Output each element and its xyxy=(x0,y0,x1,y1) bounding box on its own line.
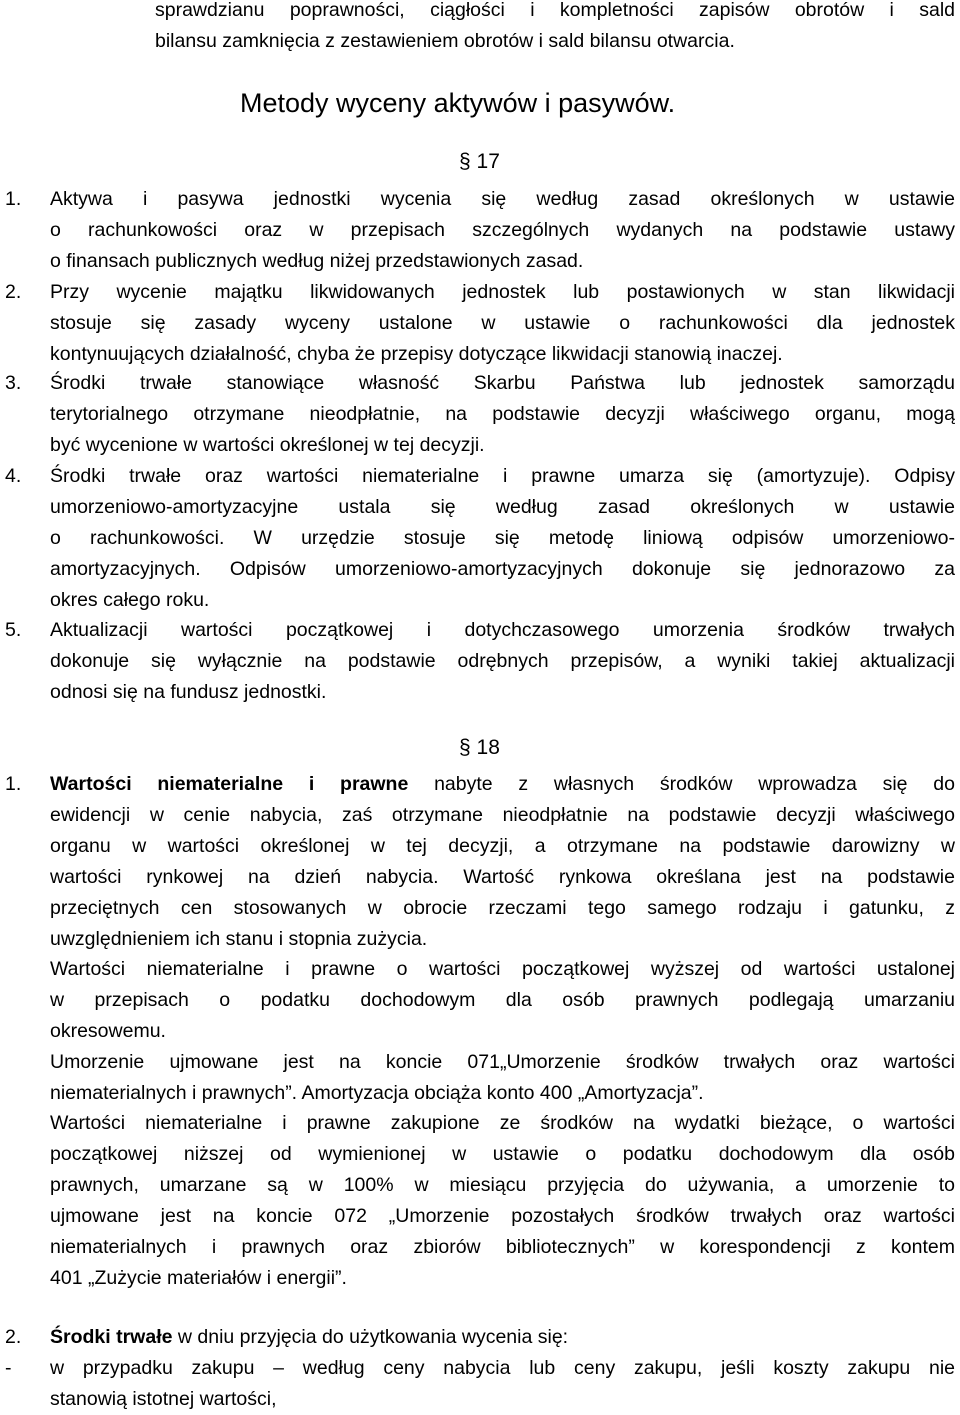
text-line: okres całego roku. xyxy=(50,589,210,611)
bold-term: Wartości niematerialne i prawne xyxy=(50,773,409,795)
text-line: o rachunkowości. W urzędzie stosuje się metodę liniową odpisów umorzeniowo- xyxy=(50,527,955,549)
text-line: być wycenione w wartości określonej w tej decyzji. xyxy=(50,434,485,456)
text-line: Wartości niematerialne i prawne nabyte z własnych środków wprowadza się do xyxy=(50,773,955,795)
text-line: uwzględnieniem ich stanu i stopnia zużycia. xyxy=(50,928,428,950)
paragraph-sign-17: § 17 xyxy=(459,150,500,173)
text-line: przeciętnych cen stosowanych w obrocie rzeczami tego samego rodzaju i gatunku, z xyxy=(50,897,955,919)
section-heading: Metody wyceny aktywów i pasywów. xyxy=(240,88,676,118)
text-line: sprawdzianu poprawności, ciągłości i kompletności zapisów obrotów i sald xyxy=(155,0,955,21)
text-line: dokonuje się wyłącznie na podstawie odrębnych przepisów, a wyniki takiej aktualizacji xyxy=(50,650,955,672)
text-line: o rachunkowości oraz w przepisach szczególnych wydanych na podstawie ustawy xyxy=(50,219,955,241)
list-number: 5. xyxy=(5,619,22,641)
text-line: w przypadku zakupu – według ceny nabycia lub ceny zakupu, jeśli koszty zakupu nie xyxy=(50,1357,955,1379)
text-line: umorzeniowo-amortyzacyjne ustala się według zasad określonych w ustawie xyxy=(50,496,955,518)
list-number: 3. xyxy=(5,372,22,394)
text-line: wartości rynkowej na dzień nabycia. Wartość rynkowa określana jest na podstawie xyxy=(50,866,955,888)
list-number: 2. xyxy=(5,1326,22,1348)
text-line: Wartości niematerialne i prawne zakupione ze środków na wydatki bieżące, o wartości xyxy=(50,1112,955,1134)
text-line: amortyzacyjnych. Odpisów umorzeniowo-amortyzacyjnych dokonuje się jednorazowo za xyxy=(50,558,955,580)
text-line: odnosi się na fundusz jednostki. xyxy=(50,681,327,703)
dash-mark: - xyxy=(5,1357,12,1379)
text-line: organu w wartości określonej w tej decyzji, a otrzymane na podstawie darowizny w xyxy=(50,835,955,857)
text-line: Środki trwałe stanowiące własność Skarbu Państwa lub jednostek samorządu xyxy=(50,372,955,394)
list-number: 4. xyxy=(5,465,22,487)
text-line: w przepisach o podatku dochodowym dla osób prawnych podlegają umarzaniu xyxy=(50,989,955,1011)
text-line: Przy wycenie majątku likwidowanych jednostek lub postawionych w stan likwidacji xyxy=(50,281,955,303)
text-line: prawnych, umarzane są w 100% w miesiącu przyjęcia do używania, a umorzenie to xyxy=(50,1174,955,1196)
paragraph-sign-18: § 18 xyxy=(459,736,500,759)
bold-term: Środki trwałe xyxy=(50,1326,173,1348)
text-line: Aktywa i pasywa jednostki wycenia się według zasad określonych w ustawie xyxy=(50,188,955,210)
text-line: bilansu zamknięcia z zestawieniem obrotów i sald bilansu otwarcia. xyxy=(155,30,735,52)
list-number: 1. xyxy=(5,188,22,210)
text-line: stanowią istotnej wartości, xyxy=(50,1388,277,1410)
text-line: Środki trwałe oraz wartości niematerialne i prawne umarza się (amortyzuje). Odpisy xyxy=(50,465,955,487)
list-number: 2. xyxy=(5,281,22,303)
text-line: terytorialnego otrzymane nieodpłatnie, na podstawie decyzji właściwego organu, mogą xyxy=(50,403,955,425)
text-line: Aktualizacji wartości początkowej i dotychczasowego umorzenia środków trwałych xyxy=(50,619,955,641)
text-line: o finansach publicznych według niżej przedstawionych zasad. xyxy=(50,250,584,272)
text-line: Wartości niematerialne i prawne o wartości początkowej wyższej od wartości ustalonej xyxy=(50,958,955,980)
list-number: 1. xyxy=(5,773,22,795)
text-line: Umorzenie ujmowane jest na koncie 071„Umorzenie środków trwałych oraz wartości xyxy=(50,1051,955,1073)
text-line: okresowemu. xyxy=(50,1020,166,1042)
text-line: Środki trwałe w dniu przyjęcia do użytkowania wycenia się: xyxy=(50,1326,569,1348)
text-line: kontynuujących działalność, chyba że przepisy dotyczące likwidacji stanowią inaczej. xyxy=(50,343,783,365)
text-line: niematerialnych i prawnych oraz zbiorów bibliotecznych” w korespondencji z kontem xyxy=(50,1236,955,1258)
text-line: niematerialnych i prawnych”. Amortyzacja obciąża konto 400 „Amortyzacja”. xyxy=(50,1082,704,1104)
text-line: 401 „Zużycie materiałów i energii”. xyxy=(50,1267,347,1289)
text-line: ujmowane jest na koncie 072 „Umorzenie pozostałych środków trwałych oraz wartości xyxy=(50,1205,955,1227)
text-line: ewidencji w cenie nabycia, zaś otrzymane nieodpłatnie na podstawie decyzji właściwego xyxy=(50,804,955,826)
text-line: początkowej niższej od wymienionej w ustawie o podatku dochodowym dla osób xyxy=(50,1143,955,1165)
text-line: stosuje się zasady wyceny ustalone w ustawie o rachunkowości dla jednostek xyxy=(50,312,955,334)
